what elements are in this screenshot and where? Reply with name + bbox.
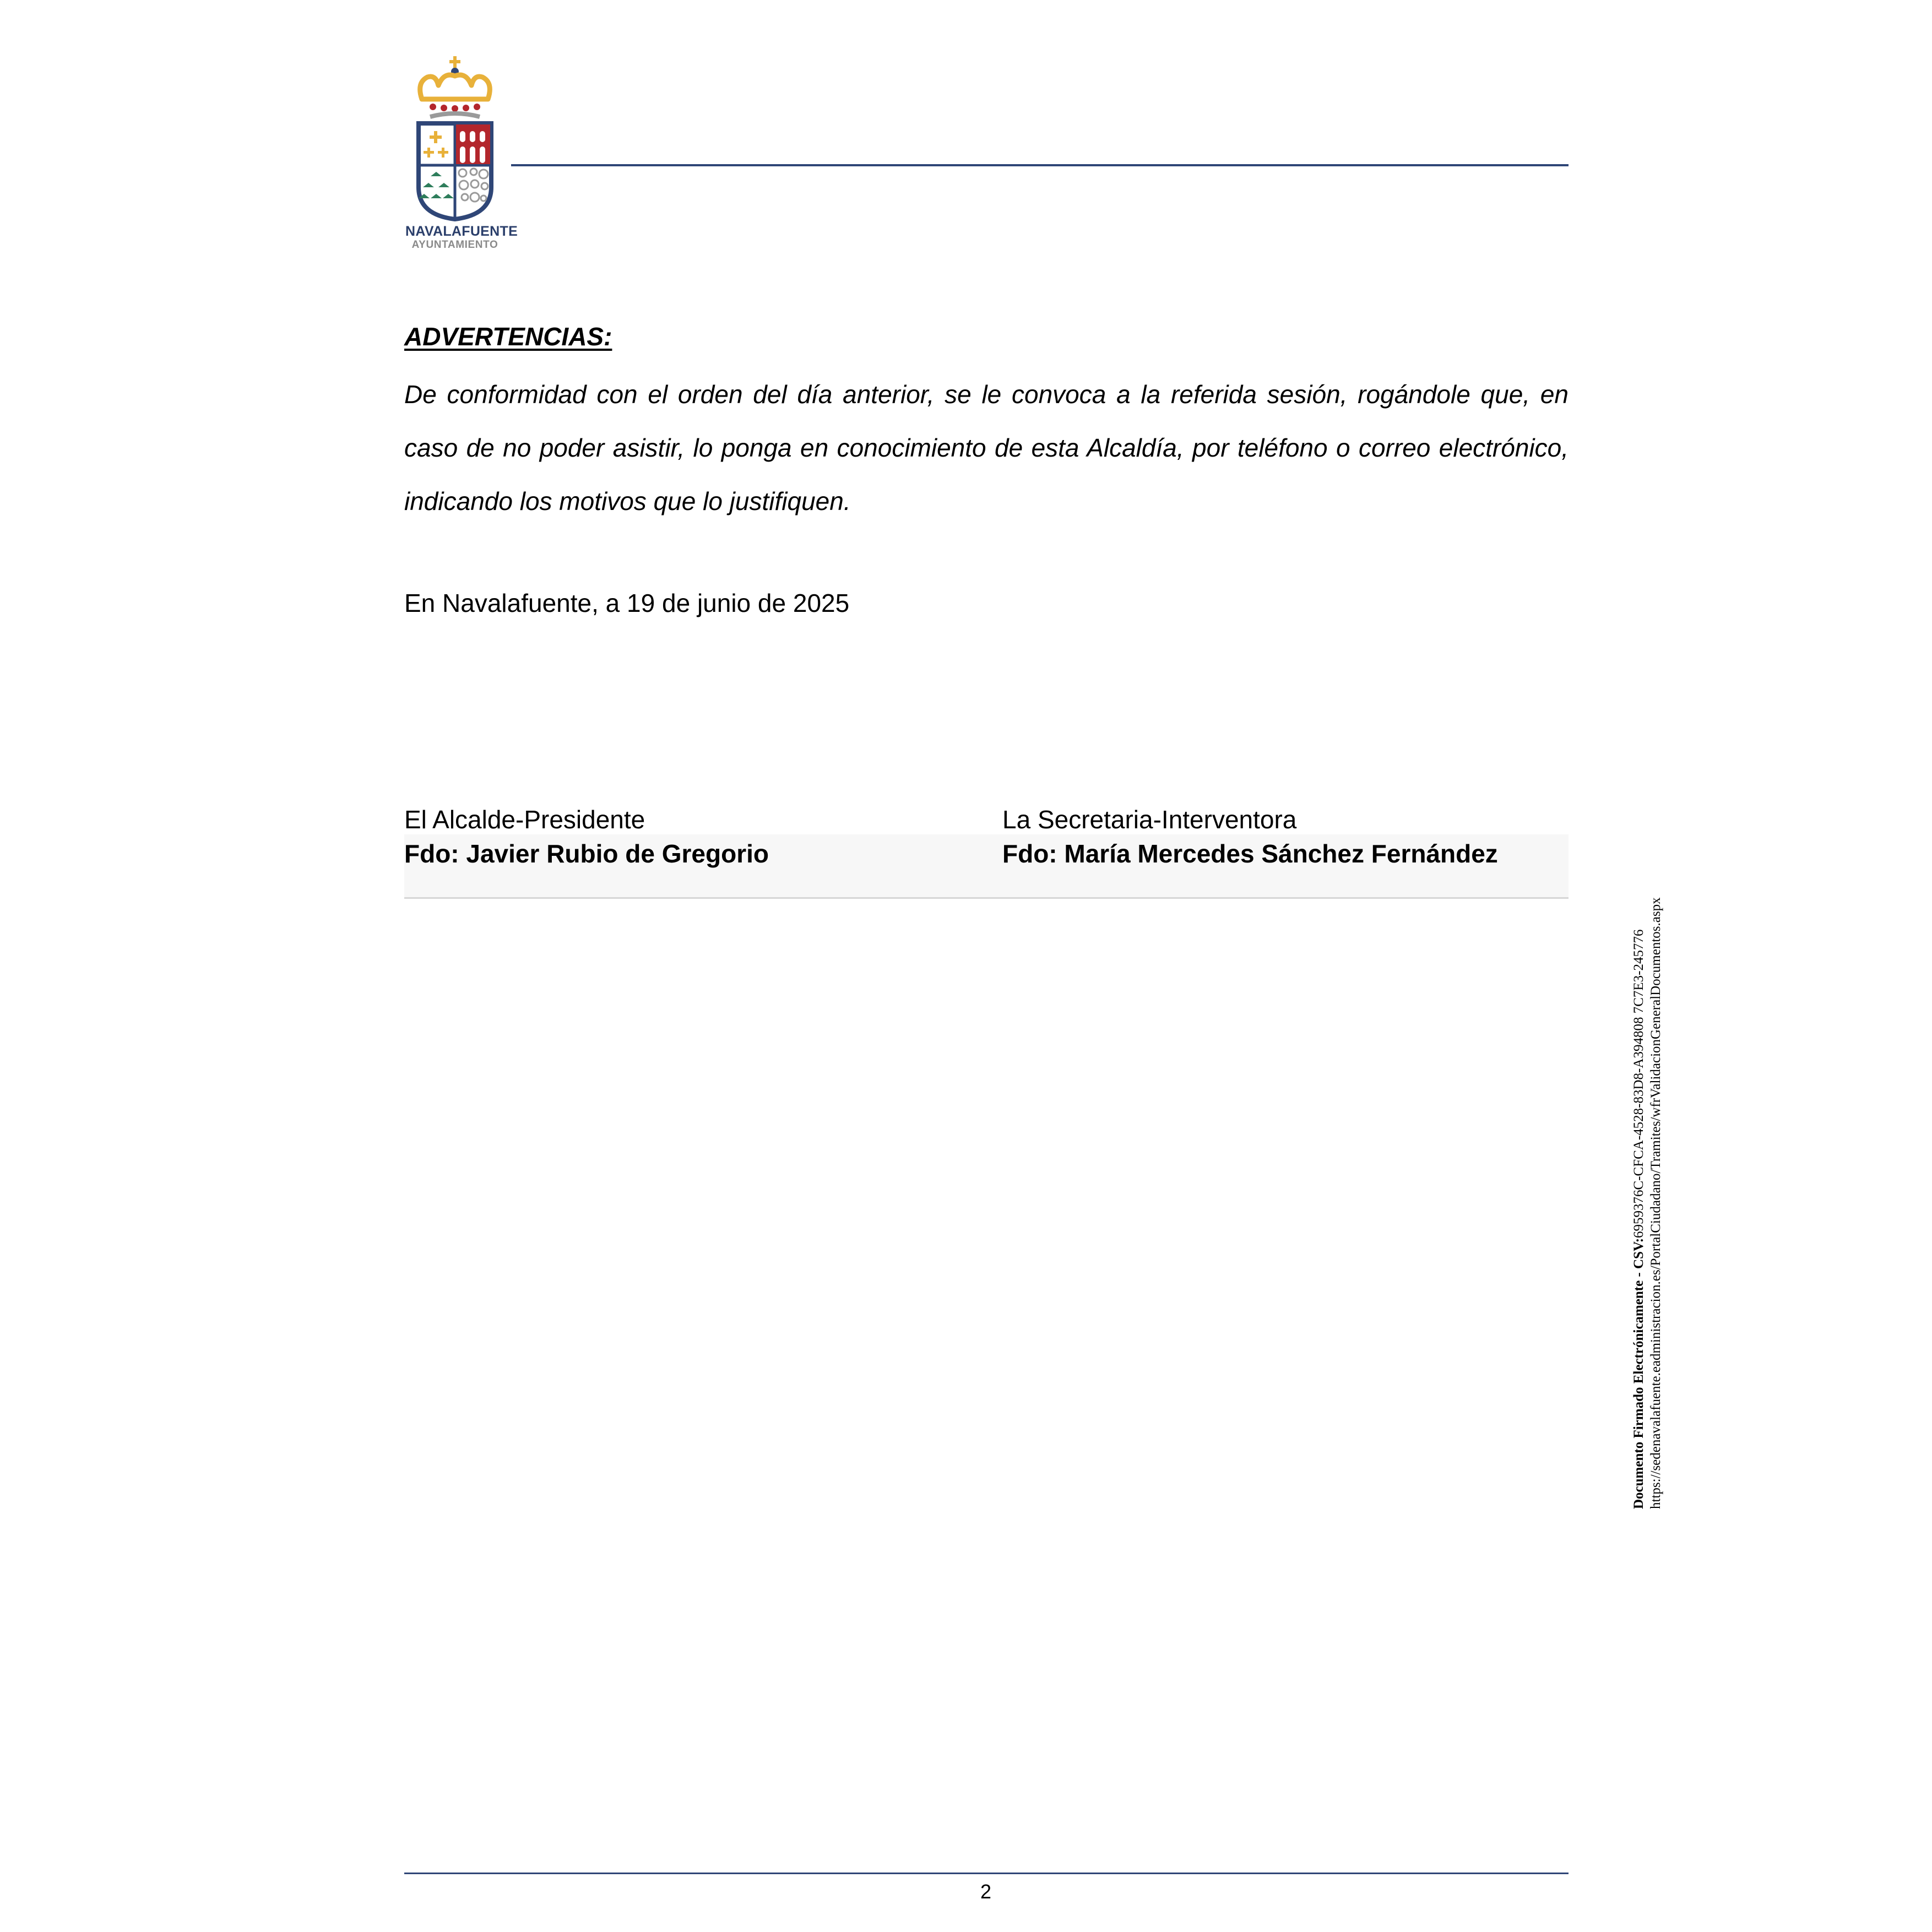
place-and-date: En Navalafuente, a 19 de junio de 2025 <box>404 589 850 617</box>
logo-subtitle: AYUNTAMIENTO <box>411 239 498 251</box>
electronic-signature-label: Documento Firmado Electrónicamente - CSV: <box>1631 1238 1646 1509</box>
signature-bottom-border <box>404 897 1569 899</box>
signature-mayor <box>404 801 769 870</box>
signature-name: Fdo: María Mercedes Sánchez Fernández <box>1002 839 1498 868</box>
signature-name: Fdo: Javier Rubio de Gregorio <box>404 839 769 868</box>
signature-role: El Alcalde-Presidente <box>404 805 645 834</box>
municipal-coat-of-arms-logo <box>405 55 518 253</box>
header-divider <box>511 164 1569 166</box>
logo-municipality-name: NAVALAFUENTE <box>405 224 518 239</box>
signature-role: La Secretaria-Interventora <box>1002 805 1297 834</box>
validation-url: https://sedenavalafuente.eadministracion.es/PortalCiudadano/Tramites/wfrValidacionGeneralDocumentos.aspx <box>1648 897 1663 1509</box>
electronic-signature-stamp <box>1630 738 1664 1509</box>
electronic-signature-csv: 6959376C-CFCA-4528-83D8-A394808 7C7E3-245776 <box>1631 929 1646 1238</box>
coat-of-arms-icon <box>405 55 504 231</box>
notice-paragraph: De conformidad con el orden del día anterior, se le convoca a la referida sesión, rogándole que, en caso de no poder asistir, lo ponga en conocimiento de esta Alcaldía, por teléfono o correo electrónico, indicando los motivos que lo justifiquen. <box>404 380 1569 515</box>
signature-secretary <box>1002 801 1498 870</box>
electronic-signature-line <box>1630 738 1647 1509</box>
page-number: 2 <box>980 1880 992 1903</box>
signature-block <box>404 801 1569 900</box>
footer-divider <box>404 1873 1569 1874</box>
section-title: ADVERTENCIAS: <box>404 322 612 351</box>
